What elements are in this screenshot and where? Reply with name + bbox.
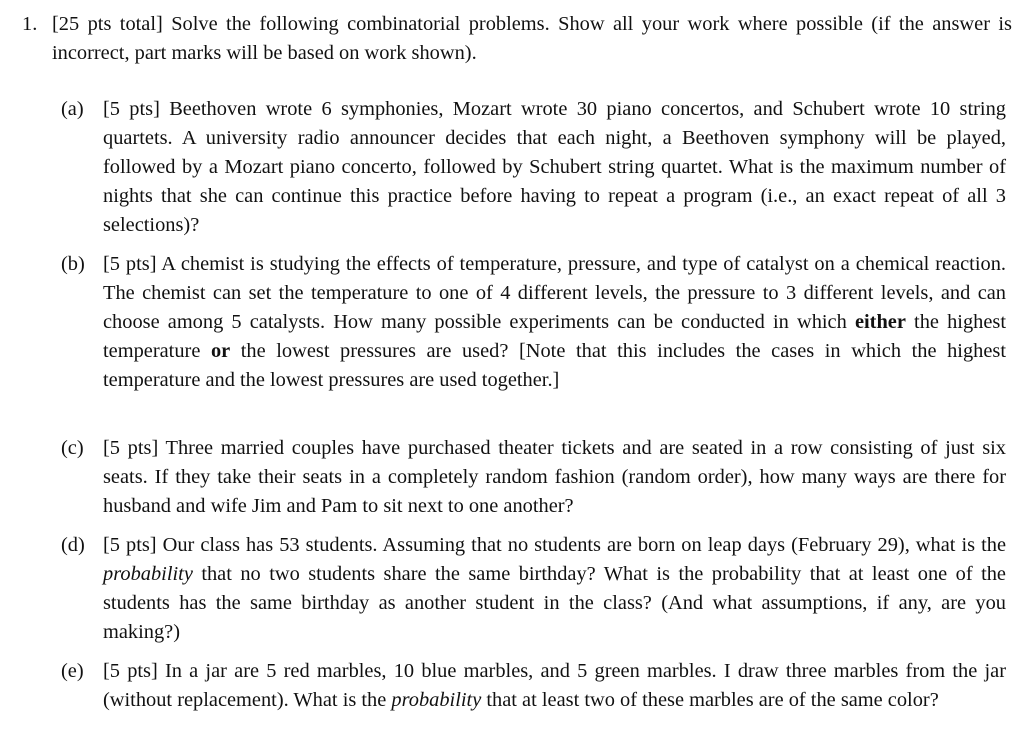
part-b [61,250,1006,395]
part-b-text-1: [5 pts] A chemist is studying the effects of temperature, pressure, and type of catalyst on a chemical reaction. The chemist can set the temperature to one of 4 different levels, the pressure to 3 different levels, and can choose among 5 catalysts. How many possible experiments can be conducted in which [103,253,1006,333]
part-a [61,95,1006,240]
part-b-text [103,250,1006,395]
part-d-text-2: that no two students share the same birthday? What is the probability that at least one of the students has the same birthday as another student in the class? (And what assumptions, if any, are you making?) [103,563,1006,643]
part-d-label: (d) [61,534,85,556]
part-e-text-2: that at least two of these marbles are of the same color? [481,689,939,711]
part-e-italic-probability: probability [391,689,482,711]
part-b-bold-either: either [854,311,906,333]
question-number: 1. [22,13,38,35]
part-c [61,434,1006,521]
part-c-label: (c) [61,437,84,459]
part-b-text-3: the lowest pressures are used? [Note that this includes the cases in which the highest temperature and the lowest pressures are used together.] [103,340,1006,391]
part-e-text [103,657,1006,715]
part-e-text-1: [5 pts] In a jar are 5 red marbles, 10 blue marbles, and 5 green marbles. I draw three marbles from the jar (without replacement). What is the [103,660,1006,711]
part-b-label: (b) [61,253,85,275]
question-1 [22,10,1012,68]
part-e [61,657,1006,715]
part-d-italic-probability: probability [103,563,193,585]
part-d [61,531,1006,647]
part-d-text [103,531,1006,647]
part-c-text: [5 pts] Three married couples have purchased theater tickets and are seated in a row consisting of just six seats. If they take their seats in a completely random fashion (random order), how many ways are there for husband and wife Jim and Pam to sit next to one another? [103,437,1006,517]
question-intro: [25 pts total] Solve the following combinatorial problems. Show all your work where possible (if the answer is incorrect, part marks will be based on work shown). [52,13,1012,64]
part-e-label: (e) [61,660,84,682]
part-b-text-2: the highest temperature [103,311,1007,362]
part-a-label: (a) [61,98,84,120]
part-d-text-1: [5 pts] Our class has 53 students. Assuming that no students are born on leap days (February 29), what is the [103,534,1006,556]
part-a-text: [5 pts] Beethoven wrote 6 symphonies, Mozart wrote 30 piano concertos, and Schubert wrote 10 string quartets. A university radio announcer decides that each night, a Beethoven symphony will be played, followed by a Mozart piano concerto, followed by Schubert string quartet. What is the maximum number of nights that she can continue this practice before having to repeat a program (i.e., an exact repeat of all 3 selections)? [103,98,1006,236]
part-b-bold-or: or [210,340,231,362]
